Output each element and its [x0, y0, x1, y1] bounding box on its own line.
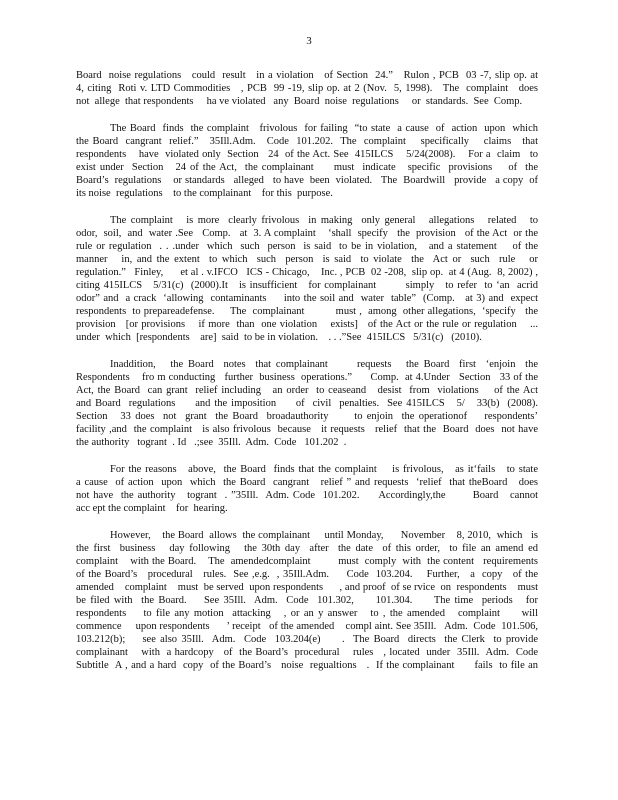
text-line: The Board finds the complaint frivolous for failing “to state a cause of action upon which — [110, 123, 538, 134]
text-line: Board noise regulations could result in a violation of Section 24.” Rulon , PCB 03 -7, slip op. at — [76, 70, 538, 81]
text-line: Subtitle A , and a hard copy of the Board’s noise regualtions . If the complainant fails to file an — [76, 660, 538, 671]
text-line: odor” and a crack ‘allowing contaminants into the soil and water table” (Comp. at 3) and expect — [76, 293, 538, 304]
text-line: 4, citing Roti v. LTD Commodities , PCB 99 -19, slip op. at 2 (Nov. 5, 1998). The complaint does — [76, 83, 538, 94]
paragraph — [76, 214, 538, 344]
paragraph — [76, 529, 538, 672]
text-line: the first business day following the 30th day after the date of this order, to file an amend ed — [76, 543, 538, 554]
text-line: the Board cangrant relief.” 35Ill.Adm. Code 101.202. The complaint specifically claims that — [76, 136, 538, 147]
text-line: under which [respondents are] said to be in violation. . . .”See 415ILCS 5/31(c) (2010). — [76, 332, 482, 343]
text-line: the authority togrant . Id .;see 35Ill. Adm. Code 101.202 . — [76, 437, 347, 448]
text-line: citing 415ILCS 5/31(c) (2000).It is insufficient for complainant simply to refer to ‘an acrid — [76, 280, 538, 291]
text-line: provision [or provisions if more than one violation exists] of the Act or the rule or regulation ... — [76, 319, 538, 330]
text-line: acc ept the complaint for hearing. — [76, 503, 228, 514]
text-line: amended complaint must be served upon respondents , and proof of se rvice on respondents must — [76, 582, 538, 593]
text-line: not have the authority togrant . ”35Ill. Adm. Code 101.202. Accordingly,the Board cannot — [76, 490, 538, 501]
paragraph — [76, 122, 538, 200]
text-line: respondents have violated only Section 24 of the Act. See 415ILCS 5/24(2008). For a claim to — [76, 149, 538, 160]
text-line: Act, the Board can grant relief including an order to ceaseand desist from violations of the Act — [76, 385, 538, 396]
text-line: regulation.” Finley, et al . v.IFCO ICS - Chicago, Inc. , PCB 02 -208, slip op. at 4 (Aug. 8, 2002) , — [76, 267, 538, 278]
paragraph — [76, 463, 538, 515]
text-line: complainant with a hardcopy of the Board’s procedural rules , located under 35Ill. Adm. Code — [76, 647, 538, 658]
text-line: be filed with the Board. See 35Ill. Adm. Code 101.302, 101.304. The time periods for — [76, 595, 538, 606]
page-number: 3 — [306, 35, 312, 47]
text-line: Inaddition, the Board notes that complainant requests the Board first ‘enjoin the — [110, 359, 538, 370]
document-body — [76, 69, 538, 686]
text-line: 103.212(b); see also 35Ill. Adm. Code 103.204(e) . The Board directs the Clerk to provide — [76, 634, 538, 645]
text-line: a cause of action upon which the Board cangrant relief ” and requests ‘relief that theBoard does — [76, 477, 538, 488]
text-line: The complaint is more clearly frivolous in making only general allegations related to — [110, 215, 538, 226]
text-line: respondents to file any motion attacking , or an y answer to , the amended complaint will — [76, 608, 538, 619]
text-line: exist under Section 24 of the Act, the complainant must indicate specific provisions of the — [76, 162, 538, 173]
text-line: odor, soil, and water .See Comp. at 3. A complaint ‘shall specify the provision of the Act or the — [76, 228, 538, 239]
text-line: For the reasons above, the Board finds that the complaint is frivolous, as it‘fails to state — [110, 464, 538, 475]
text-line: respondents to prepareadefense. The complainant must , among other allegations, ‘specify the — [76, 306, 538, 317]
text-line: However, the Board allows the complainant until Monday, November 8, 2010, which is — [110, 530, 538, 541]
text-line: and Board regulations and the imposition of civil penalties. See 415ILCS 5/ 33(b) (2008). — [76, 398, 538, 409]
text-line: not allege that respondents ha ve violated any Board noise regulations or standards. See Comp. — [76, 96, 523, 107]
text-line: its noise regulations to the complainant for this purpose. — [76, 188, 333, 199]
text-line: complaint with the Board. The amendedcomplaint must comply with the content requirements — [76, 556, 538, 567]
text-line: Respondents fro m conducting further business operations.” Comp. at 4.Under Section 33 of the — [76, 372, 538, 383]
text-line: of the Board’s procedural rules. See ,e.g. , 35Ill.Adm. Code 103.204. Further, a copy of the — [76, 569, 538, 580]
text-line: facility ,and the complaint is also frivolous because it requests relief that the Board does not have — [76, 424, 538, 435]
text-line: manner in, and the extent to which such person is said to violate the Act or such rule or — [76, 254, 538, 265]
text-line: commence upon respondents ’ receipt of the amended compl aint. See 35Ill. Adm. Code 101.506, — [76, 621, 538, 632]
text-line: Section 33 does not grant the Board broadauthority to enjoin the operationof respondents’ — [76, 411, 538, 422]
text-line: rule or regulation . . .under which such person is said to be in violation, and a statement of the — [76, 241, 538, 252]
text-line: Board’s regulations or standards alleged to have been violated. The Boardwill provide a copy of — [76, 175, 538, 186]
paragraph — [76, 69, 538, 108]
paragraph — [76, 358, 538, 449]
